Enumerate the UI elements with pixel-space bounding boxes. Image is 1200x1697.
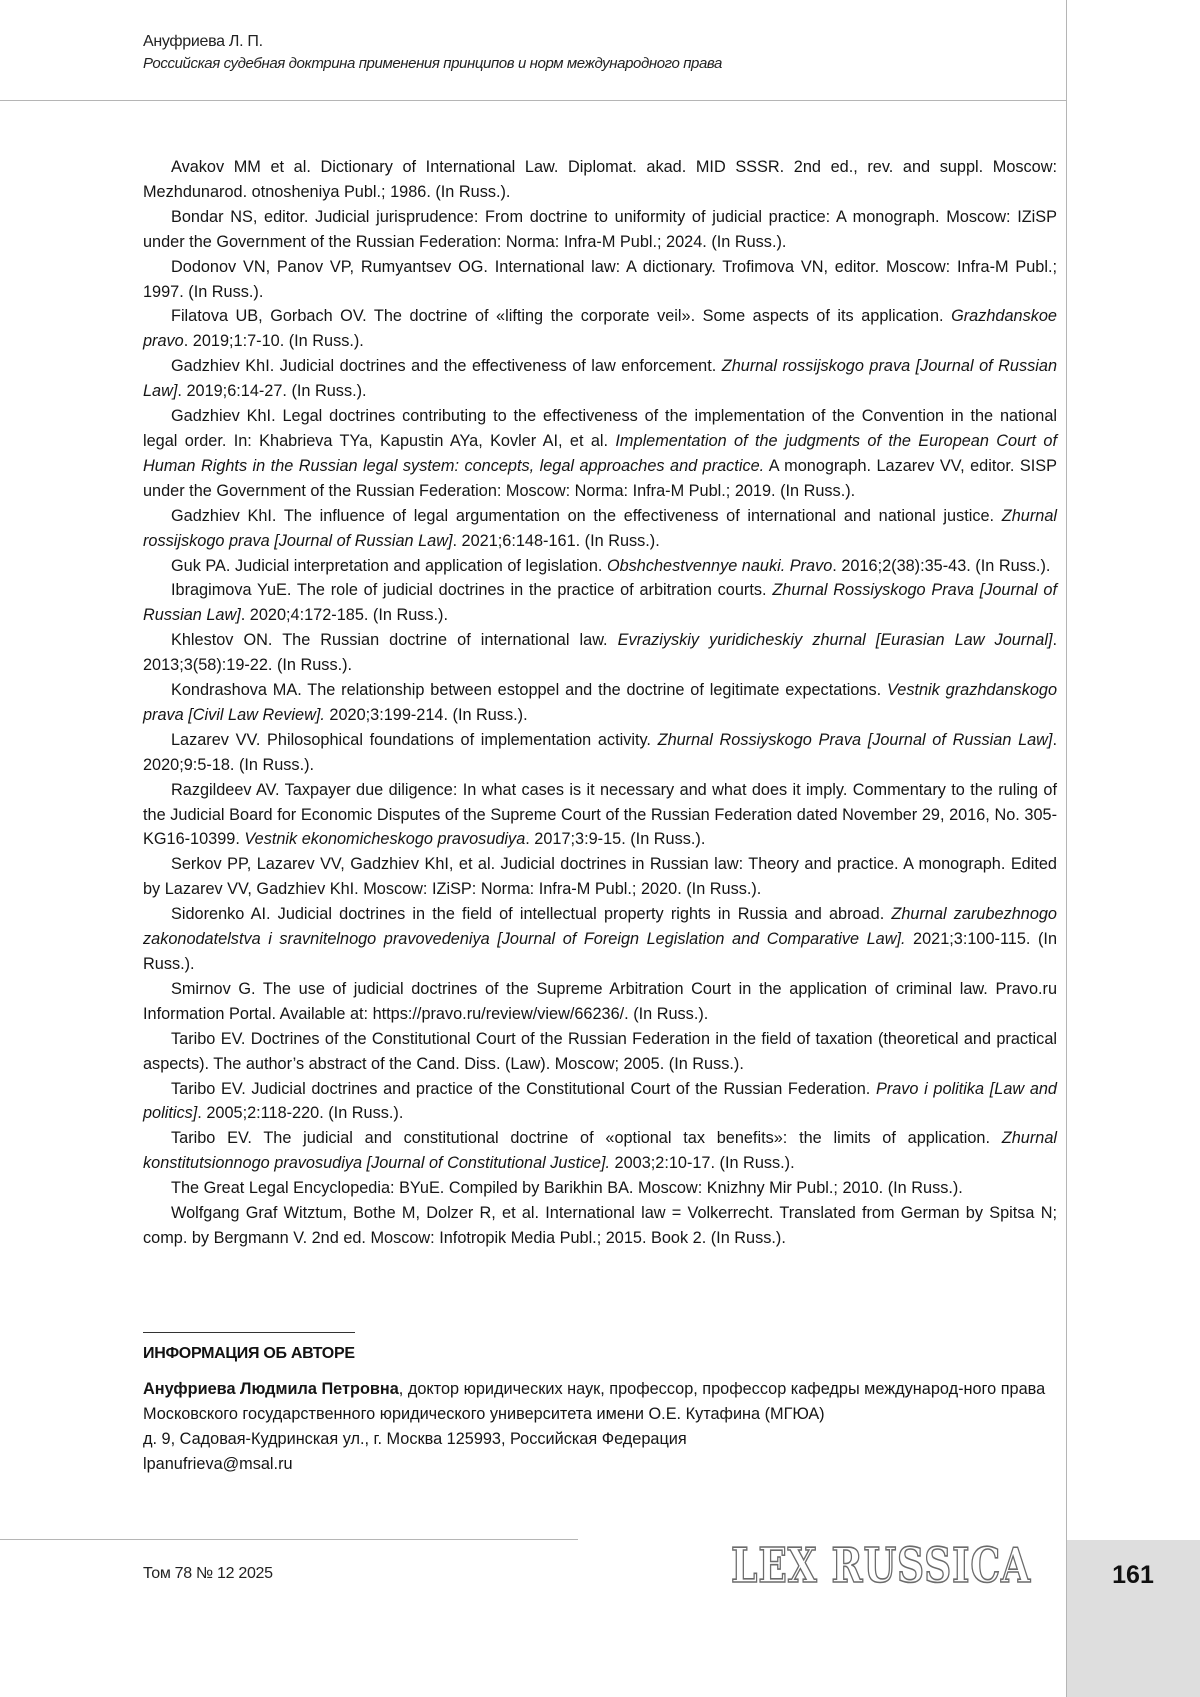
reference-entry — [143, 155, 1057, 205]
reference-text: 2003;2:10-17. (In Russ.). — [610, 1154, 795, 1173]
author-affiliation — [143, 1377, 1057, 1427]
reference-source-title: Zhurnal rossijskogo prava [Journal of Russian Law] — [143, 506, 1057, 550]
reference-text: Smirnov G. The use of judicial doctrines of the Supreme Arbitration Court in the application of criminal law. Pravo.ru Information Portal. Available at: https://pravo.ru/review/view/66236/. (In Russ.). — [143, 979, 1057, 1023]
reference-text: Gadzhiev KhI. Judicial doctrines and the effectiveness of law enforcement. — [171, 357, 722, 376]
reference-text: Lazarev VV. Philosophical foundations of implementation activity. — [171, 730, 658, 749]
references-list — [143, 155, 1057, 1251]
reference-text: Taribo EV. The judicial and constitutional doctrine of «optional tax benefits»: the limits of application. — [171, 1129, 1002, 1148]
reference-entry — [143, 304, 1057, 354]
reference-entry — [143, 778, 1057, 853]
reference-text: . 2020;4:172-185. (In Russ.). — [240, 606, 449, 625]
reference-text: . 2019;1:7-10. (In Russ.). — [183, 332, 364, 351]
reference-text: Razgildeev AV. Taxpayer due diligence: In what cases is it necessary and what does it imply. Commentary to the ruling of the Judicial Board for Economic Disputes of the Supreme Court of the Russian Federation dated November 29, 2016, No. 305-KG16-10399. — [143, 780, 1057, 849]
reference-text: Bondar NS, editor. Judicial jurisprudence: From doctrine to uniformity of judicial practice: A monograph. Moscow: IZiSP under the Government of the Russian Federation: Norma: Infra-M Publ.; 2024. (In Russ.). — [143, 207, 1057, 251]
reference-source-title: Obshchestvennye nauki. Pravo — [606, 556, 833, 575]
reference-entry — [143, 1027, 1057, 1077]
reference-entry — [143, 205, 1057, 255]
reference-entry — [143, 1126, 1057, 1176]
reference-entry — [143, 678, 1057, 728]
section-divider — [143, 1332, 355, 1333]
reference-entry — [143, 852, 1057, 902]
author-email[interactable]: lpanufrieva@msal.ru — [143, 1454, 293, 1473]
reference-text: . 2017;3:9-15. (In Russ.). — [525, 830, 706, 849]
reference-entry — [143, 578, 1057, 628]
header-article-title: Российская судебная доктрина применения принципов и норм международного права — [143, 55, 722, 72]
reference-source-title: Zhurnal zarubezhnogo zakonodatelstva i sravnitelnogo pravovedeniya [Journal of Foreign Legislation and Comparative Law]. — [143, 905, 1057, 949]
reference-text: . 2005;2:118-220. (In Russ.). — [197, 1104, 404, 1123]
reference-text: . 2019;6:14-27. (In Russ.). — [177, 382, 367, 401]
reference-text: Ibragimova YuE. The role of judicial doctrines in the practice of arbitration courts. — [171, 581, 773, 600]
reference-source-title: Zhurnal Rossiyskogo Prava [Journal of Russian Law] — [143, 581, 1057, 625]
reference-entry — [143, 728, 1057, 778]
reference-text: . 2020;9:5-18. (In Russ.). — [143, 730, 1057, 774]
reference-text: Kondrashova MA. The relationship between estoppel and the doctrine of legitimate expectations. — [171, 681, 888, 700]
reference-text: The Great Legal Encyclopedia: BYuE. Compiled by Barikhin BA. Moscow: Knizhny Mir Publ.; 2010. (In Russ.). — [171, 1179, 963, 1198]
reference-text: 2020;3:199-214. (In Russ.). — [324, 705, 528, 724]
reference-text: Sidorenko AI. Judicial doctrines in the field of intellectual property rights in Russia and abroad. — [171, 905, 892, 924]
reference-text: A monograph. Lazarev VV, editor. SISP under the Government of the Russian Federation: Moscow: Norma: Infra-M Publ.; 2019. (In Russ.). — [143, 456, 1058, 500]
reference-text: . 2021;6:148-161. (In Russ.). — [452, 531, 660, 550]
logo-text: LEX RUSSICA — [731, 1538, 1031, 1594]
reference-text: Taribo EV. Judicial doctrines and practice of the Constitutional Court of the Russian Federation. — [171, 1079, 876, 1098]
reference-text: Gadzhiev KhI. Legal doctrines contributing to the effectiveness of the implementation of the Convention in the national legal order. In: Khabrieva TYa, Kapustin AYa, Kovler AI, et al. — [143, 407, 1057, 450]
reference-text: Dodonov VN, Panov VP, Rumyantsev OG. International law: A dictionary. Trofimova VN, editor. Moscow: Infra-M Publ.; 1997. (In Russ.). — [143, 257, 1057, 301]
reference-source-title: Evraziyskiy yuridicheskiy zhurnal [Eurasian Law Journal] — [617, 631, 1053, 650]
reference-entry — [143, 1077, 1057, 1127]
reference-text: . 2016;2(38):35-43. (In Russ.). — [832, 556, 1051, 575]
reference-text: Guk PA. Judicial interpretation and application of legislation. — [171, 556, 607, 575]
reference-source-title: Grazhdanskoe pravo — [143, 307, 1057, 351]
reference-entry — [143, 404, 1057, 504]
reference-entry — [143, 977, 1057, 1027]
author-name: Ануфриева Людмила Петровна — [143, 1380, 399, 1398]
author-info-heading: ИНФОРМАЦИЯ ОБ АВТОРЕ — [143, 1345, 355, 1362]
reference-source-title: Implementation of the judgments of the European Court of Human Rights in the Russian legal system: concepts, legal approaches and practice. — [143, 431, 1057, 475]
reference-source-title: Zhurnal konstitutsionnogo pravosudiya [Journal of Constitutional Justice]. — [143, 1129, 1057, 1173]
right-margin-strip — [1066, 0, 1200, 1697]
reference-entry — [143, 255, 1057, 305]
reference-entry — [143, 1176, 1057, 1201]
reference-entry — [143, 554, 1057, 579]
author-info-section — [143, 1332, 1057, 1477]
reference-source-title: Pravo i politika [Law and politics] — [143, 1079, 1057, 1123]
reference-entry — [143, 628, 1057, 678]
page-number: 161 — [1112, 1561, 1154, 1589]
reference-entry — [143, 354, 1057, 404]
reference-text: Khlestov ON. The Russian doctrine of international law. — [171, 631, 618, 650]
author-address: д. 9, Садовая-Кудринская ул., г. Москва 125993, Российская Федерация — [143, 1429, 687, 1448]
running-header — [143, 33, 1043, 72]
reference-text: Filatova UB, Gorbach OV. The doctrine of «lifting the corporate veil». Some aspects of its application. — [171, 307, 952, 326]
reference-entry — [143, 1201, 1057, 1251]
reference-entry — [143, 504, 1057, 554]
author-description: , доктор юридических наук, профессор, профессор кафедры международ-ного права Московского государственного юридического университета имени О.Е. Кутафина (МГЮА) — [143, 1380, 1046, 1423]
reference-text: Serkov PP, Lazarev VV, Gadzhiev KhI, et al. Judicial doctrines in Russian law: Theory and practice. A monograph. Edited by Lazarev VV, Gadzhiev KhI. Moscow: IZiSP: Norma: Infra-M Publ.; 2020. (In Russ.). — [143, 855, 1057, 899]
reference-text: Avakov MM et al. Dictionary of International Law. Diplomat. akad. MID SSSR. 2nd ed., rev. and suppl. Moscow: Mezhdunarod. otnosheniya Publ.; 1986. (In Russ.). — [143, 158, 1057, 201]
header-divider — [0, 100, 1066, 101]
reference-source-title: Vestnik ekonomicheskogo pravosudiya — [244, 830, 526, 849]
reference-text: . 2013;3(58):19-22. (In Russ.). — [143, 631, 1058, 675]
reference-text: Gadzhiev KhI. The influence of legal argumentation on the effectiveness of international and national justice. — [171, 506, 1002, 525]
reference-text: Wolfgang Graf Witztum, Bothe M, Dolzer R, et al. International law = Volkerrecht. Translated from German by Spitsa N; comp. by Bergmann V. 2nd ed. Moscow: Infotropik Media Publ.; 2015. Book 2. (In Russ.). — [143, 1204, 1057, 1247]
reference-text: 2021;3:100-115. (In Russ.). — [143, 930, 1057, 973]
reference-source-title: Zhurnal rossijskogo prava [Journal of Russian Law] — [143, 357, 1058, 401]
reference-entry — [143, 902, 1057, 977]
lex-russica-logo — [728, 1535, 1034, 1593]
footer-divider — [0, 1539, 578, 1540]
reference-text: Taribo EV. Doctrines of the Constitutional Court of the Russian Federation in the field of taxation (theoretical and practical aspects). The author’s abstract of the Cand. Diss. (Law). Moscow; 2005. (In Russ.). — [143, 1029, 1057, 1073]
reference-source-title: Vestnik grazhdanskogo prava [Civil Law Review]. — [143, 681, 1057, 724]
reference-source-title: Zhurnal Rossiyskogo Prava [Journal of Russian Law] — [657, 730, 1053, 749]
header-author: Ануфриева Л. П. — [143, 33, 263, 50]
journal-volume: Том 78 № 12 2025 — [143, 1565, 273, 1582]
